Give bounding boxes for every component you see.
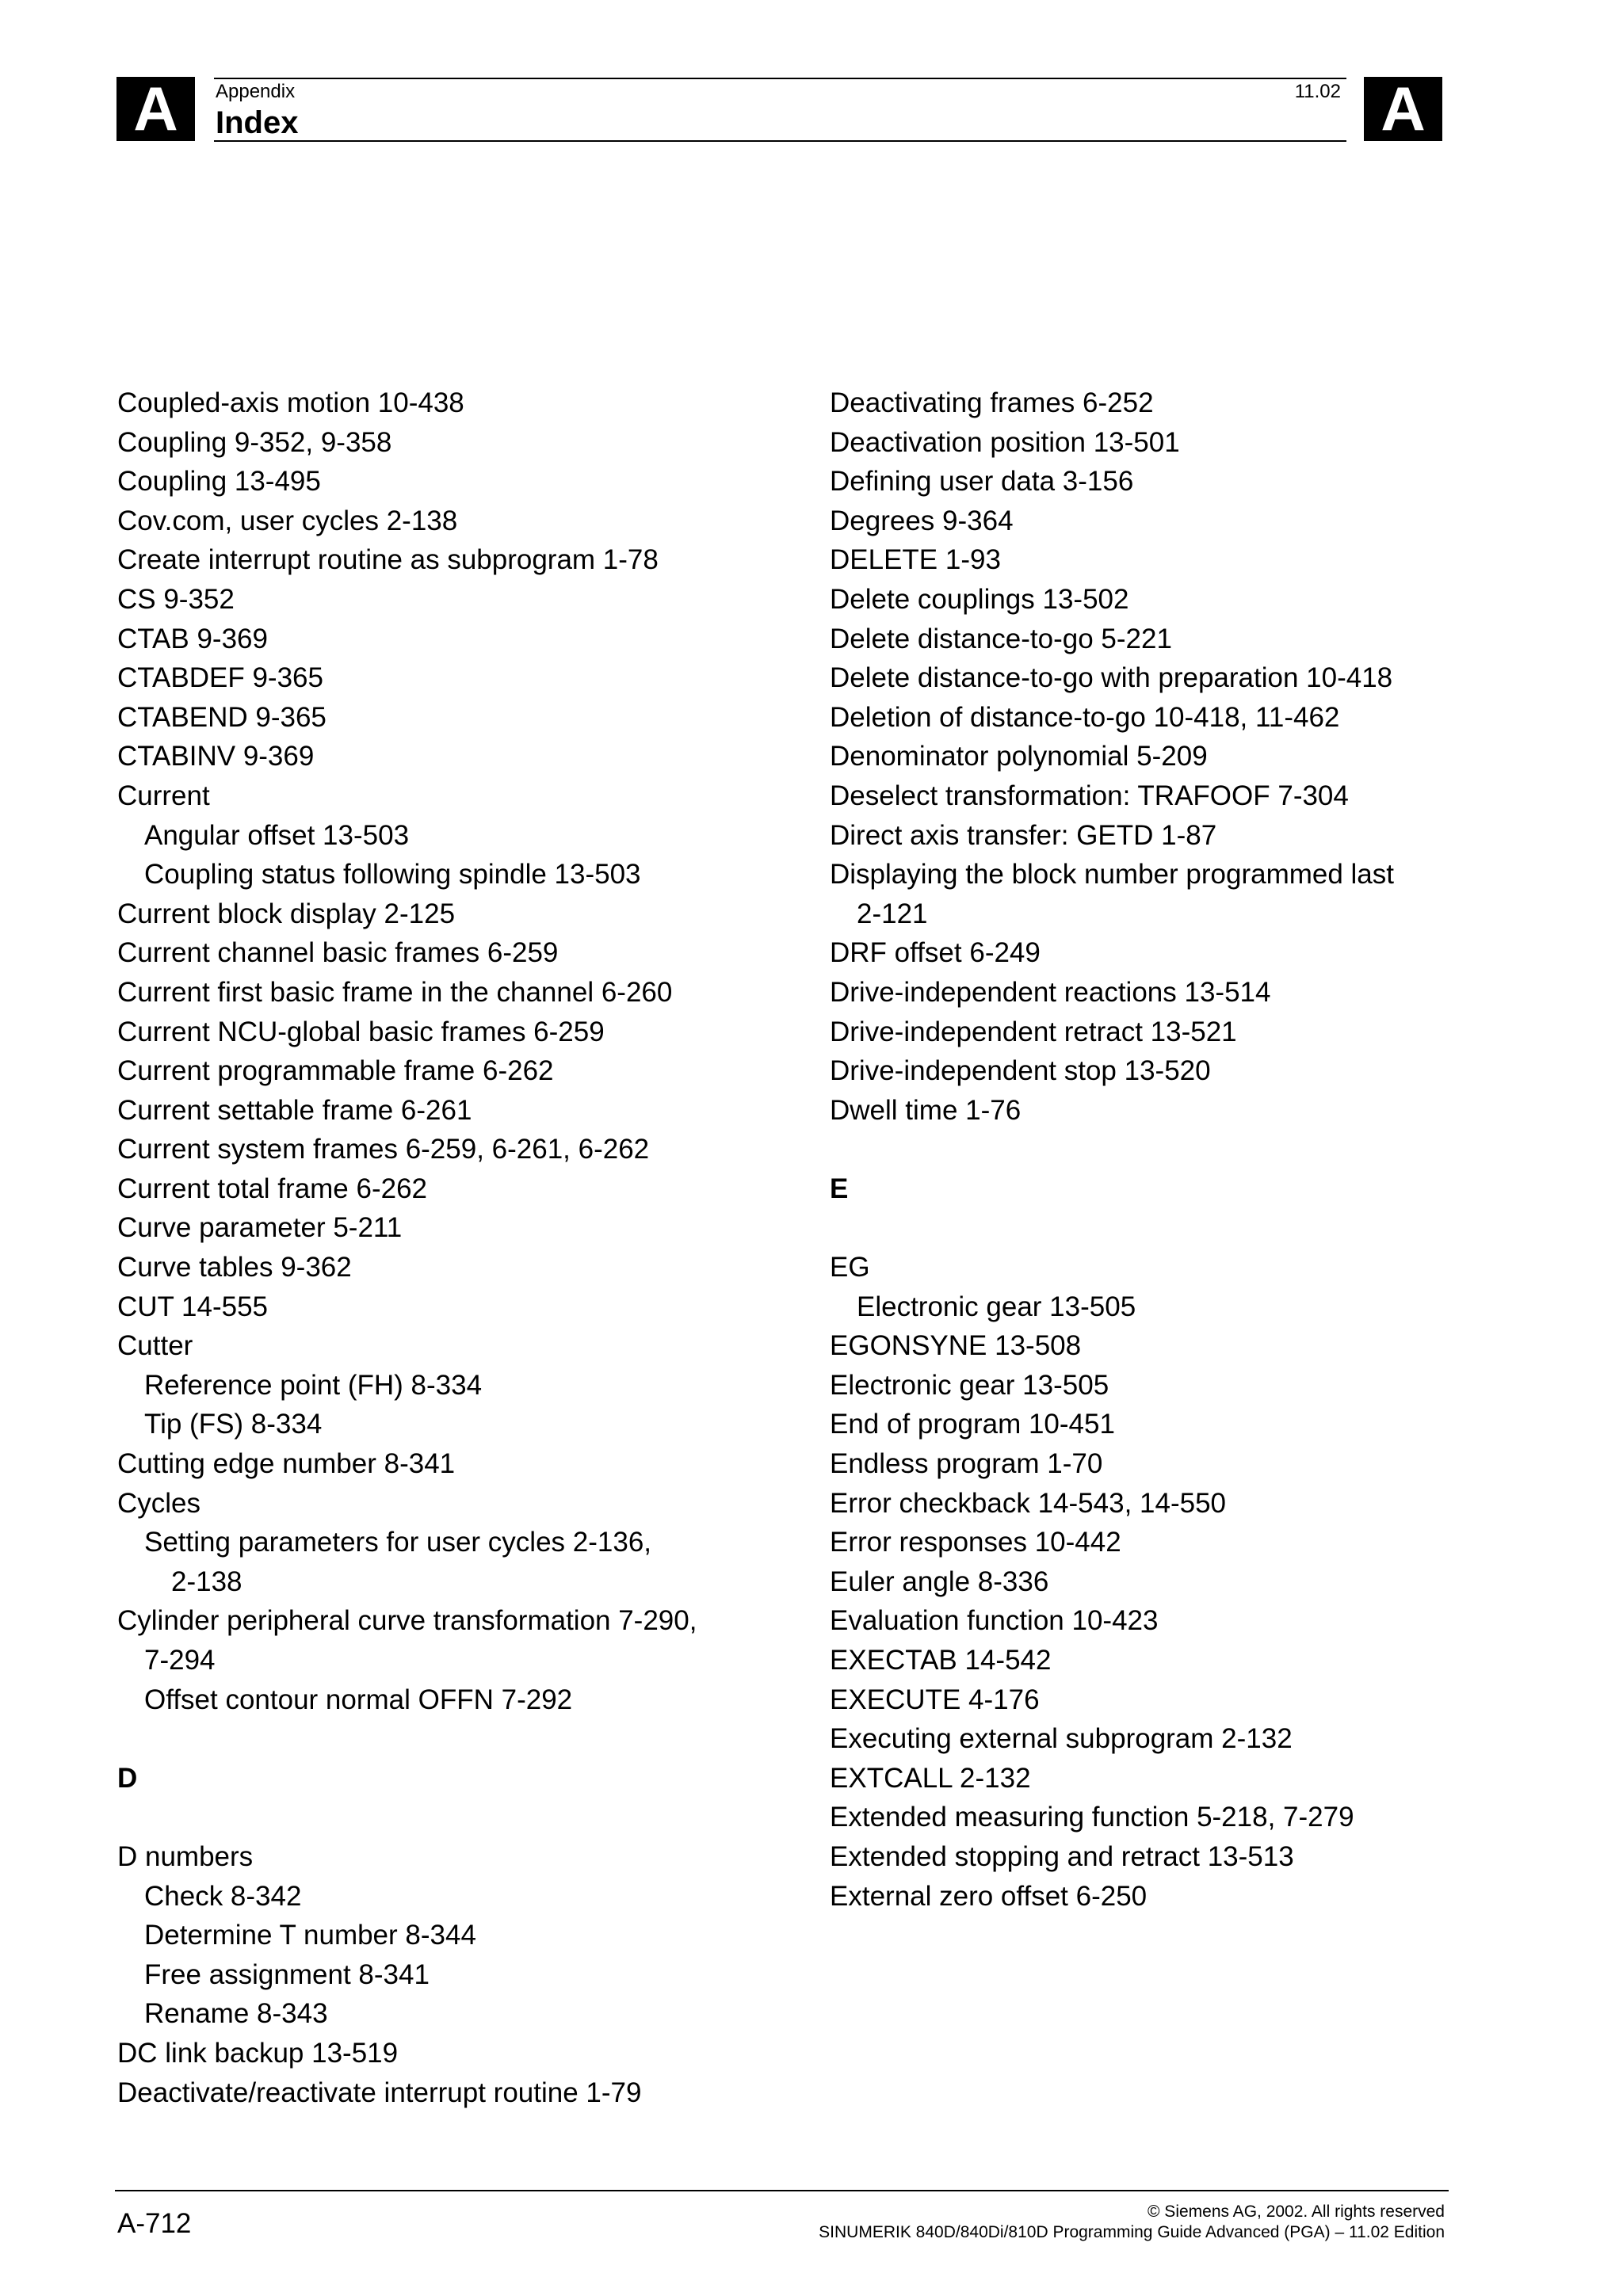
index-entry: Error checkback 14-543, 14-550 bbox=[830, 1487, 1226, 1519]
index-column-left bbox=[117, 383, 783, 2112]
index-subentry: Free assignment 8-341 bbox=[144, 1958, 430, 1990]
index-subentry: Tip (FS) 8-334 bbox=[144, 1409, 323, 1440]
chapter-tab-left: A bbox=[116, 77, 195, 141]
index-entry: Degrees 9-364 bbox=[830, 505, 1014, 536]
section-spacer bbox=[830, 1130, 1527, 1169]
header-section: Appendix bbox=[216, 81, 296, 102]
chapter-tab-right: A bbox=[1364, 77, 1442, 141]
publication-title: SINUMERIK 840D/840Di/810D Programming Guide Advanced (PGA) – 11.02 Edition bbox=[819, 2223, 1445, 2241]
index-entry: Current programmable frame 6-262 bbox=[117, 1055, 554, 1087]
index-entry: Create interrupt routine as subprogram 1-78 bbox=[117, 544, 659, 576]
index-entry: Defining user data 3-156 bbox=[830, 466, 1134, 498]
index-entry: Current channel basic frames 6-259 bbox=[117, 937, 559, 969]
index-entry: CTABDEF 9-365 bbox=[117, 662, 323, 694]
index-entry: Cylinder peripheral curve transformation 7-290, bbox=[117, 1605, 697, 1637]
index-entry: Delete distance-to-go 5-221 bbox=[830, 623, 1172, 654]
index-entry: Cutter bbox=[117, 1330, 193, 1362]
header-edition: 11.02 bbox=[1294, 81, 1341, 102]
index-entry: Cov.com, user cycles 2-138 bbox=[117, 505, 458, 536]
footer-rule bbox=[115, 2190, 1449, 2191]
index-subentry: Reference point (FH) 8-334 bbox=[144, 1369, 483, 1401]
index-entry: Euler angle 8-336 bbox=[830, 1566, 1049, 1597]
index-entry: Delete distance-to-go with preparation 10-418 bbox=[830, 662, 1393, 694]
index-entry: DELETE 1-93 bbox=[830, 544, 1001, 576]
index-entry: CTABEND 9-365 bbox=[117, 701, 327, 733]
index-entry: DC link backup 13-519 bbox=[117, 2037, 399, 2069]
index-entry: Current NCU-global basic frames 6-259 bbox=[117, 1016, 605, 1047]
index-entry: Executing external subprogram 2-132 bbox=[830, 1723, 1293, 1755]
index-entry: Coupling 9-352, 9-358 bbox=[117, 426, 392, 458]
header-rule-bottom bbox=[214, 140, 1346, 142]
index-subentry: 7-294 bbox=[144, 1645, 216, 1676]
index-subentry: Setting parameters for user cycles 2-136, bbox=[144, 1527, 652, 1558]
index-entry: Deactivation position 13-501 bbox=[830, 426, 1180, 458]
index-entry: Drive-independent reactions 13-514 bbox=[830, 976, 1271, 1008]
section-spacer bbox=[117, 1798, 783, 1837]
index-entry: External zero offset 6-250 bbox=[830, 1880, 1148, 1912]
index-entry: Current first basic frame in the channel 6-260 bbox=[117, 976, 673, 1008]
index-entry: DRF offset 6-249 bbox=[830, 937, 1041, 969]
index-subentry: Check 8-342 bbox=[144, 1880, 302, 1912]
index-entry: Deactivate/reactivate interrupt routine 1-79 bbox=[117, 2077, 642, 2108]
index-entry: Curve tables 9-362 bbox=[117, 1252, 352, 1283]
index-entry: Displaying the block number programmed last bbox=[830, 859, 1394, 891]
index-entry: Drive-independent stop 13-520 bbox=[830, 1055, 1211, 1087]
index-entry: Current settable frame 6-261 bbox=[117, 1094, 472, 1126]
index-entry: Deactivating frames 6-252 bbox=[830, 387, 1154, 418]
index-entry: Cutting edge number 8-341 bbox=[117, 1448, 456, 1480]
index-entry: Current bbox=[117, 780, 210, 811]
index-subentry: 2-138 bbox=[171, 1566, 242, 1597]
copyright-notice: © Siemens AG, 2002. All rights reserved bbox=[1148, 2203, 1445, 2221]
index-entry: Deselect transformation: TRAFOOF 7-304 bbox=[830, 780, 1349, 811]
index-subentry: 2-121 bbox=[857, 898, 928, 929]
index-entry: Dwell time 1-76 bbox=[830, 1094, 1022, 1126]
index-entry: Current total frame 6-262 bbox=[117, 1173, 428, 1204]
index-entry: Coupling 13-495 bbox=[117, 466, 321, 498]
index-entry: Current block display 2-125 bbox=[117, 898, 456, 929]
page-number: A-712 bbox=[117, 2208, 192, 2239]
index-entry: EXTCALL 2-132 bbox=[830, 1762, 1031, 1794]
header-rule-top bbox=[214, 78, 1346, 79]
index-entry: CTAB 9-369 bbox=[117, 623, 268, 654]
index-subentry: Coupling status following spindle 13-503 bbox=[144, 859, 641, 891]
index-entry: Delete couplings 13-502 bbox=[830, 583, 1129, 615]
index-entry: End of program 10-451 bbox=[830, 1409, 1115, 1440]
index-entry: Denominator polynomial 5-209 bbox=[830, 741, 1208, 772]
section-spacer bbox=[117, 1719, 783, 1759]
index-entry: Curve parameter 5-211 bbox=[117, 1212, 403, 1244]
index-subentry: Determine T number 8-344 bbox=[144, 1920, 476, 1951]
index-entry: D numbers bbox=[117, 1840, 254, 1872]
section-spacer bbox=[830, 1208, 1527, 1248]
index-entry: CTABINV 9-369 bbox=[117, 741, 315, 772]
index-subentry: Electronic gear 13-505 bbox=[857, 1291, 1136, 1322]
index-entry: EGONSYNE 13-508 bbox=[830, 1330, 1082, 1362]
page-title: Index bbox=[216, 105, 299, 140]
index-entry: Deletion of distance-to-go 10-418, 11-462 bbox=[830, 701, 1340, 733]
index-entry: Cycles bbox=[117, 1487, 201, 1519]
index-subentry: Offset contour normal OFFN 7-292 bbox=[144, 1684, 573, 1715]
index-entry: Extended stopping and retract 13-513 bbox=[830, 1840, 1294, 1872]
index-entry: Error responses 10-442 bbox=[830, 1527, 1121, 1558]
index-entry: EXECUTE 4-176 bbox=[830, 1684, 1040, 1715]
index-entry: Coupled-axis motion 10-438 bbox=[117, 387, 464, 418]
index-entry: Direct axis transfer: GETD 1-87 bbox=[830, 819, 1217, 851]
index-entry: Extended measuring function 5-218, 7-279 bbox=[830, 1802, 1354, 1833]
index-entry: Endless program 1-70 bbox=[830, 1448, 1103, 1480]
index-entry: EXECTAB 14-542 bbox=[830, 1645, 1052, 1676]
index-entry: CUT 14-555 bbox=[117, 1291, 269, 1322]
index-letter-heading: E bbox=[830, 1173, 849, 1204]
index-subentry: Rename 8-343 bbox=[144, 1998, 328, 2030]
index-entry: EG bbox=[830, 1252, 870, 1283]
index-entry: Drive-independent retract 13-521 bbox=[830, 1016, 1237, 1047]
index-subentry: Angular offset 13-503 bbox=[144, 819, 410, 851]
index-entry: Electronic gear 13-505 bbox=[830, 1369, 1109, 1401]
index-entry: Evaluation function 10-423 bbox=[830, 1605, 1159, 1637]
index-entry: Current system frames 6-259, 6-261, 6-262 bbox=[117, 1134, 650, 1165]
index-entry: CS 9-352 bbox=[117, 583, 235, 615]
index-column-right bbox=[830, 383, 1527, 1916]
index-letter-heading: D bbox=[117, 1762, 138, 1794]
